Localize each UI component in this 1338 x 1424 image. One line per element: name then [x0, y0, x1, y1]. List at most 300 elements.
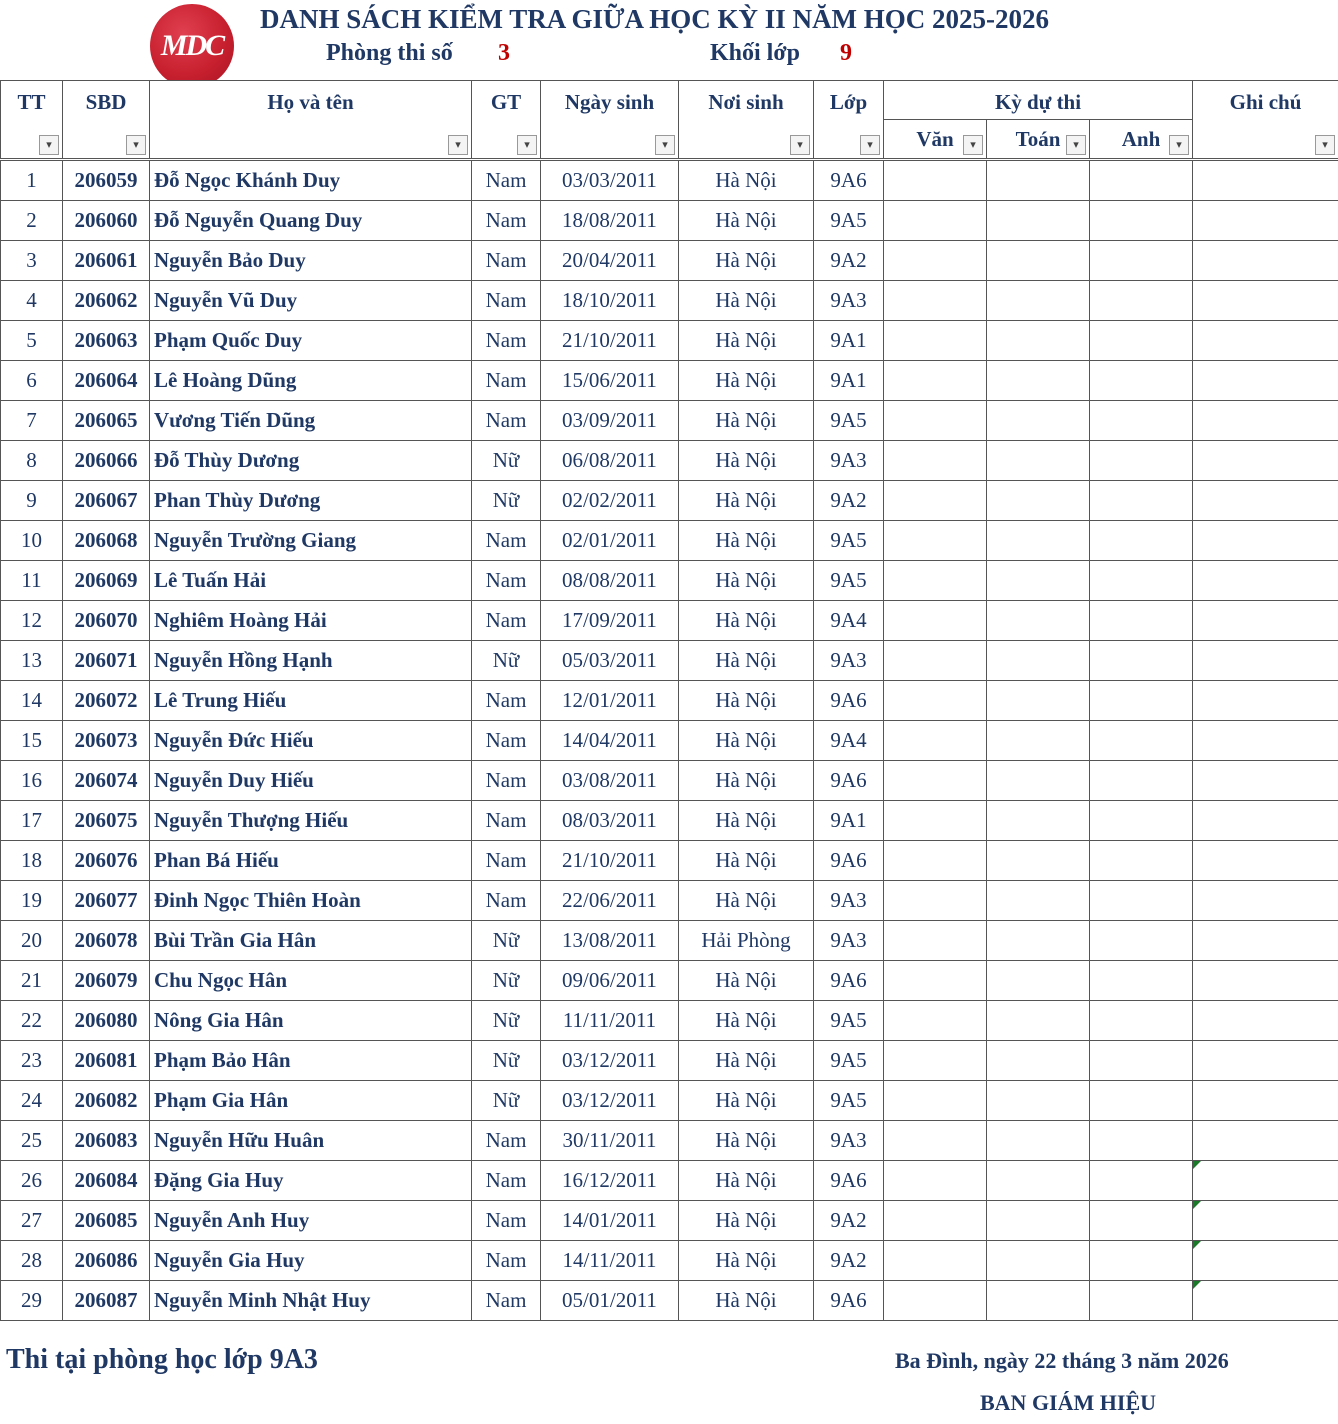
cell-pob[interactable]: Hà Nội [679, 641, 814, 681]
cell-gt[interactable]: Nam [472, 401, 541, 441]
filter-dropdown-icon[interactable]: ▾ [39, 135, 59, 155]
filter-dropdown-icon[interactable]: ▾ [860, 135, 880, 155]
cell-name[interactable]: Chu Ngọc Hân [150, 961, 472, 1001]
cell-tt[interactable]: 22 [1, 1001, 63, 1041]
cell-note[interactable] [1193, 601, 1338, 641]
cell-gt[interactable]: Nữ [472, 441, 541, 481]
cell-sbd[interactable]: 206081 [63, 1041, 150, 1081]
cell-anh[interactable] [1090, 961, 1193, 1001]
cell-toan[interactable] [987, 801, 1090, 841]
cell-sbd[interactable]: 206061 [63, 241, 150, 281]
cell-gt[interactable]: Nữ [472, 1081, 541, 1121]
cell-class[interactable]: 9A5 [814, 401, 884, 441]
cell-note[interactable] [1193, 681, 1338, 721]
cell-toan[interactable] [987, 361, 1090, 401]
cell-anh[interactable] [1090, 601, 1193, 641]
cell-anh[interactable] [1090, 1081, 1193, 1121]
cell-dob[interactable]: 17/09/2011 [541, 601, 679, 641]
cell-toan[interactable] [987, 721, 1090, 761]
cell-class[interactable]: 9A5 [814, 1081, 884, 1121]
cell-pob[interactable]: Hà Nội [679, 241, 814, 281]
cell-pob[interactable]: Hà Nội [679, 601, 814, 641]
cell-gt[interactable]: Nữ [472, 1001, 541, 1041]
cell-note[interactable] [1193, 881, 1338, 921]
cell-anh[interactable] [1090, 561, 1193, 601]
cell-toan[interactable] [987, 761, 1090, 801]
cell-gt[interactable]: Nam [472, 601, 541, 641]
cell-sbd[interactable]: 206065 [63, 401, 150, 441]
cell-anh[interactable] [1090, 641, 1193, 681]
cell-gt[interactable]: Nam [472, 1121, 541, 1161]
cell-note[interactable] [1193, 481, 1338, 521]
cell-toan[interactable] [987, 1201, 1090, 1241]
cell-sbd[interactable]: 206080 [63, 1001, 150, 1041]
cell-toan[interactable] [987, 641, 1090, 681]
cell-name[interactable]: Nguyễn Vũ Duy [150, 281, 472, 321]
cell-pob[interactable]: Hà Nội [679, 721, 814, 761]
cell-sbd[interactable]: 206078 [63, 921, 150, 961]
cell-sbd[interactable]: 206076 [63, 841, 150, 881]
cell-pob[interactable]: Hà Nội [679, 561, 814, 601]
cell-toan[interactable] [987, 1041, 1090, 1081]
cell-sbd[interactable]: 206066 [63, 441, 150, 481]
cell-name[interactable]: Đỗ Nguyễn Quang Duy [150, 201, 472, 241]
cell-class[interactable]: 9A5 [814, 561, 884, 601]
cell-sbd[interactable]: 206067 [63, 481, 150, 521]
cell-van[interactable] [884, 921, 987, 961]
cell-name[interactable]: Nguyễn Trường Giang [150, 521, 472, 561]
cell-note[interactable] [1193, 761, 1338, 801]
cell-note[interactable] [1193, 1241, 1338, 1281]
cell-anh[interactable] [1090, 881, 1193, 921]
cell-name[interactable]: Bùi Trần Gia Hân [150, 921, 472, 961]
filter-dropdown-icon[interactable]: ▾ [790, 135, 810, 155]
cell-name[interactable]: Lê Trung Hiếu [150, 681, 472, 721]
cell-toan[interactable] [987, 841, 1090, 881]
cell-toan[interactable] [987, 1241, 1090, 1281]
cell-note[interactable] [1193, 1281, 1338, 1321]
cell-pob[interactable]: Hà Nội [679, 401, 814, 441]
cell-tt[interactable]: 8 [1, 441, 63, 481]
cell-sbd[interactable]: 206087 [63, 1281, 150, 1321]
cell-name[interactable]: Đinh Ngọc Thiên Hoàn [150, 881, 472, 921]
cell-sbd[interactable]: 206079 [63, 961, 150, 1001]
cell-pob[interactable]: Hà Nội [679, 201, 814, 241]
cell-tt[interactable]: 15 [1, 721, 63, 761]
cell-tt[interactable]: 25 [1, 1121, 63, 1161]
cell-anh[interactable] [1090, 160, 1193, 201]
cell-toan[interactable] [987, 921, 1090, 961]
cell-name[interactable]: Đỗ Ngọc Khánh Duy [150, 160, 472, 201]
cell-sbd[interactable]: 206062 [63, 281, 150, 321]
cell-van[interactable] [884, 1121, 987, 1161]
cell-tt[interactable]: 29 [1, 1281, 63, 1321]
cell-dob[interactable]: 09/06/2011 [541, 961, 679, 1001]
cell-sbd[interactable]: 206083 [63, 1121, 150, 1161]
cell-tt[interactable]: 19 [1, 881, 63, 921]
cell-dob[interactable]: 14/11/2011 [541, 1241, 679, 1281]
cell-pob[interactable]: Hà Nội [679, 441, 814, 481]
cell-anh[interactable] [1090, 801, 1193, 841]
cell-gt[interactable]: Nam [472, 881, 541, 921]
cell-van[interactable] [884, 801, 987, 841]
cell-name[interactable]: Nguyễn Gia Huy [150, 1241, 472, 1281]
cell-gt[interactable]: Nữ [472, 1041, 541, 1081]
cell-tt[interactable]: 18 [1, 841, 63, 881]
cell-sbd[interactable]: 206064 [63, 361, 150, 401]
cell-note[interactable] [1193, 641, 1338, 681]
cell-gt[interactable]: Nam [472, 801, 541, 841]
cell-class[interactable]: 9A2 [814, 1201, 884, 1241]
cell-note[interactable] [1193, 1041, 1338, 1081]
cell-van[interactable] [884, 761, 987, 801]
cell-anh[interactable] [1090, 1121, 1193, 1161]
cell-van[interactable] [884, 961, 987, 1001]
cell-sbd[interactable]: 206059 [63, 160, 150, 201]
cell-tt[interactable]: 21 [1, 961, 63, 1001]
cell-van[interactable] [884, 201, 987, 241]
cell-van[interactable] [884, 841, 987, 881]
cell-class[interactable]: 9A1 [814, 801, 884, 841]
cell-note[interactable] [1193, 1001, 1338, 1041]
cell-anh[interactable] [1090, 921, 1193, 961]
cell-dob[interactable]: 11/11/2011 [541, 1001, 679, 1041]
cell-van[interactable] [884, 521, 987, 561]
cell-gt[interactable]: Nữ [472, 921, 541, 961]
cell-class[interactable]: 9A2 [814, 1241, 884, 1281]
cell-name[interactable]: Phạm Gia Hân [150, 1081, 472, 1121]
cell-name[interactable]: Đặng Gia Huy [150, 1161, 472, 1201]
cell-class[interactable]: 9A5 [814, 521, 884, 561]
cell-class[interactable]: 9A4 [814, 721, 884, 761]
filter-dropdown-icon[interactable]: ▾ [655, 135, 675, 155]
cell-anh[interactable] [1090, 481, 1193, 521]
cell-van[interactable] [884, 881, 987, 921]
cell-note[interactable] [1193, 241, 1338, 281]
cell-class[interactable]: 9A4 [814, 601, 884, 641]
filter-dropdown-icon[interactable]: ▾ [1315, 135, 1335, 155]
cell-pob[interactable]: Hà Nội [679, 1161, 814, 1201]
cell-toan[interactable] [987, 281, 1090, 321]
cell-class[interactable]: 9A5 [814, 201, 884, 241]
cell-sbd[interactable]: 206063 [63, 321, 150, 361]
cell-anh[interactable] [1090, 321, 1193, 361]
cell-gt[interactable]: Nữ [472, 961, 541, 1001]
cell-van[interactable] [884, 561, 987, 601]
cell-name[interactable]: Nguyễn Duy Hiếu [150, 761, 472, 801]
cell-tt[interactable]: 4 [1, 281, 63, 321]
cell-sbd[interactable]: 206086 [63, 1241, 150, 1281]
cell-pob[interactable]: Hà Nội [679, 1001, 814, 1041]
cell-toan[interactable] [987, 201, 1090, 241]
cell-dob[interactable]: 03/09/2011 [541, 401, 679, 441]
cell-sbd[interactable]: 206077 [63, 881, 150, 921]
cell-note[interactable] [1193, 561, 1338, 601]
cell-class[interactable]: 9A3 [814, 641, 884, 681]
cell-anh[interactable] [1090, 521, 1193, 561]
cell-toan[interactable] [987, 401, 1090, 441]
cell-pob[interactable]: Hải Phòng [679, 921, 814, 961]
cell-toan[interactable] [987, 441, 1090, 481]
cell-anh[interactable] [1090, 401, 1193, 441]
cell-dob[interactable]: 14/04/2011 [541, 721, 679, 761]
cell-van[interactable] [884, 481, 987, 521]
cell-name[interactable]: Vương Tiến Dũng [150, 401, 472, 441]
cell-anh[interactable] [1090, 1041, 1193, 1081]
cell-pob[interactable]: Hà Nội [679, 1201, 814, 1241]
cell-gt[interactable]: Nam [472, 561, 541, 601]
cell-dob[interactable]: 14/01/2011 [541, 1201, 679, 1241]
cell-note[interactable] [1193, 1201, 1338, 1241]
cell-sbd[interactable]: 206075 [63, 801, 150, 841]
cell-dob[interactable]: 21/10/2011 [541, 321, 679, 361]
cell-tt[interactable]: 14 [1, 681, 63, 721]
cell-toan[interactable] [987, 1121, 1090, 1161]
cell-pob[interactable]: Hà Nội [679, 481, 814, 521]
cell-note[interactable] [1193, 521, 1338, 561]
cell-pob[interactable]: Hà Nội [679, 281, 814, 321]
cell-gt[interactable]: Nam [472, 241, 541, 281]
cell-sbd[interactable]: 206070 [63, 601, 150, 641]
cell-sbd[interactable]: 206074 [63, 761, 150, 801]
cell-pob[interactable]: Hà Nội [679, 761, 814, 801]
cell-anh[interactable] [1090, 1161, 1193, 1201]
filter-dropdown-icon[interactable]: ▾ [1066, 135, 1086, 155]
cell-toan[interactable] [987, 481, 1090, 521]
cell-tt[interactable]: 10 [1, 521, 63, 561]
cell-dob[interactable]: 08/03/2011 [541, 801, 679, 841]
cell-toan[interactable] [987, 1281, 1090, 1321]
cell-name[interactable]: Phạm Bảo Hân [150, 1041, 472, 1081]
cell-sbd[interactable]: 206085 [63, 1201, 150, 1241]
cell-tt[interactable]: 24 [1, 1081, 63, 1121]
cell-van[interactable] [884, 1201, 987, 1241]
cell-class[interactable]: 9A2 [814, 241, 884, 281]
cell-gt[interactable]: Nam [472, 841, 541, 881]
cell-dob[interactable]: 13/08/2011 [541, 921, 679, 961]
cell-toan[interactable] [987, 1161, 1090, 1201]
cell-anh[interactable] [1090, 1201, 1193, 1241]
cell-van[interactable] [884, 1041, 987, 1081]
cell-sbd[interactable]: 206060 [63, 201, 150, 241]
cell-class[interactable]: 9A1 [814, 321, 884, 361]
cell-anh[interactable] [1090, 201, 1193, 241]
cell-dob[interactable]: 15/06/2011 [541, 361, 679, 401]
cell-van[interactable] [884, 1281, 987, 1321]
cell-note[interactable] [1193, 281, 1338, 321]
cell-sbd[interactable]: 206071 [63, 641, 150, 681]
cell-pob[interactable]: Hà Nội [679, 160, 814, 201]
cell-dob[interactable]: 03/08/2011 [541, 761, 679, 801]
cell-note[interactable] [1193, 961, 1338, 1001]
cell-sbd[interactable]: 206082 [63, 1081, 150, 1121]
cell-note[interactable] [1193, 361, 1338, 401]
cell-tt[interactable]: 27 [1, 1201, 63, 1241]
cell-toan[interactable] [987, 321, 1090, 361]
cell-dob[interactable]: 18/08/2011 [541, 201, 679, 241]
cell-tt[interactable]: 12 [1, 601, 63, 641]
cell-van[interactable] [884, 361, 987, 401]
cell-toan[interactable] [987, 961, 1090, 1001]
cell-gt[interactable]: Nam [472, 361, 541, 401]
cell-name[interactable]: Nông Gia Hân [150, 1001, 472, 1041]
cell-dob[interactable]: 05/03/2011 [541, 641, 679, 681]
cell-class[interactable]: 9A1 [814, 361, 884, 401]
cell-note[interactable] [1193, 160, 1338, 201]
cell-sbd[interactable]: 206072 [63, 681, 150, 721]
cell-tt[interactable]: 16 [1, 761, 63, 801]
filter-dropdown-icon[interactable]: ▾ [448, 135, 468, 155]
cell-anh[interactable] [1090, 1001, 1193, 1041]
cell-van[interactable] [884, 1081, 987, 1121]
cell-class[interactable]: 9A3 [814, 921, 884, 961]
cell-anh[interactable] [1090, 281, 1193, 321]
cell-van[interactable] [884, 281, 987, 321]
cell-tt[interactable]: 7 [1, 401, 63, 441]
cell-dob[interactable]: 03/12/2011 [541, 1081, 679, 1121]
cell-name[interactable]: Nguyễn Đức Hiếu [150, 721, 472, 761]
cell-toan[interactable] [987, 601, 1090, 641]
cell-note[interactable] [1193, 1161, 1338, 1201]
cell-van[interactable] [884, 1241, 987, 1281]
cell-class[interactable]: 9A5 [814, 1041, 884, 1081]
filter-dropdown-icon[interactable]: ▾ [126, 135, 146, 155]
cell-pob[interactable]: Hà Nội [679, 521, 814, 561]
cell-dob[interactable]: 05/01/2011 [541, 1281, 679, 1321]
cell-anh[interactable] [1090, 1281, 1193, 1321]
cell-gt[interactable]: Nam [472, 521, 541, 561]
cell-class[interactable]: 9A6 [814, 841, 884, 881]
cell-tt[interactable]: 6 [1, 361, 63, 401]
cell-note[interactable] [1193, 801, 1338, 841]
cell-van[interactable] [884, 641, 987, 681]
cell-pob[interactable]: Hà Nội [679, 961, 814, 1001]
cell-pob[interactable]: Hà Nội [679, 1241, 814, 1281]
cell-van[interactable] [884, 1161, 987, 1201]
cell-class[interactable]: 9A2 [814, 481, 884, 521]
cell-tt[interactable]: 1 [1, 160, 63, 201]
cell-toan[interactable] [987, 1081, 1090, 1121]
cell-pob[interactable]: Hà Nội [679, 681, 814, 721]
cell-gt[interactable]: Nam [472, 321, 541, 361]
cell-pob[interactable]: Hà Nội [679, 1041, 814, 1081]
cell-note[interactable] [1193, 1121, 1338, 1161]
cell-name[interactable]: Lê Tuấn Hải [150, 561, 472, 601]
cell-dob[interactable]: 02/01/2011 [541, 521, 679, 561]
cell-gt[interactable]: Nam [472, 160, 541, 201]
cell-sbd[interactable]: 206084 [63, 1161, 150, 1201]
cell-toan[interactable] [987, 881, 1090, 921]
cell-pob[interactable]: Hà Nội [679, 801, 814, 841]
cell-dob[interactable]: 06/08/2011 [541, 441, 679, 481]
cell-anh[interactable] [1090, 441, 1193, 481]
cell-class[interactable]: 9A6 [814, 961, 884, 1001]
cell-class[interactable]: 9A6 [814, 1281, 884, 1321]
cell-toan[interactable] [987, 521, 1090, 561]
cell-tt[interactable]: 5 [1, 321, 63, 361]
cell-name[interactable]: Phạm Quốc Duy [150, 321, 472, 361]
cell-name[interactable]: Nguyễn Bảo Duy [150, 241, 472, 281]
cell-van[interactable] [884, 721, 987, 761]
cell-dob[interactable]: 21/10/2011 [541, 841, 679, 881]
cell-name[interactable]: Phan Thùy Dương [150, 481, 472, 521]
cell-pob[interactable]: Hà Nội [679, 881, 814, 921]
cell-van[interactable] [884, 1001, 987, 1041]
cell-dob[interactable]: 16/12/2011 [541, 1161, 679, 1201]
cell-tt[interactable]: 28 [1, 1241, 63, 1281]
cell-note[interactable] [1193, 841, 1338, 881]
cell-toan[interactable] [987, 160, 1090, 201]
cell-gt[interactable]: Nữ [472, 481, 541, 521]
cell-gt[interactable]: Nữ [472, 641, 541, 681]
cell-pob[interactable]: Hà Nội [679, 361, 814, 401]
cell-name[interactable]: Nguyễn Hồng Hạnh [150, 641, 472, 681]
cell-class[interactable]: 9A6 [814, 160, 884, 201]
cell-dob[interactable]: 03/03/2011 [541, 160, 679, 201]
cell-note[interactable] [1193, 441, 1338, 481]
filter-dropdown-icon[interactable]: ▾ [963, 135, 983, 155]
filter-dropdown-icon[interactable]: ▾ [517, 135, 537, 155]
cell-gt[interactable]: Nam [472, 201, 541, 241]
cell-pob[interactable]: Hà Nội [679, 1121, 814, 1161]
cell-van[interactable] [884, 321, 987, 361]
cell-van[interactable] [884, 681, 987, 721]
cell-tt[interactable]: 3 [1, 241, 63, 281]
cell-note[interactable] [1193, 921, 1338, 961]
cell-dob[interactable]: 30/11/2011 [541, 1121, 679, 1161]
filter-dropdown-icon[interactable]: ▾ [1169, 135, 1189, 155]
cell-van[interactable] [884, 601, 987, 641]
cell-tt[interactable]: 9 [1, 481, 63, 521]
cell-van[interactable] [884, 241, 987, 281]
cell-class[interactable]: 9A3 [814, 441, 884, 481]
cell-dob[interactable]: 20/04/2011 [541, 241, 679, 281]
cell-anh[interactable] [1090, 761, 1193, 801]
cell-class[interactable]: 9A6 [814, 681, 884, 721]
cell-van[interactable] [884, 441, 987, 481]
cell-anh[interactable] [1090, 241, 1193, 281]
cell-dob[interactable]: 02/02/2011 [541, 481, 679, 521]
cell-sbd[interactable]: 206073 [63, 721, 150, 761]
cell-tt[interactable]: 20 [1, 921, 63, 961]
cell-gt[interactable]: Nam [472, 1281, 541, 1321]
cell-tt[interactable]: 26 [1, 1161, 63, 1201]
cell-class[interactable]: 9A5 [814, 1001, 884, 1041]
cell-anh[interactable] [1090, 1241, 1193, 1281]
cell-toan[interactable] [987, 241, 1090, 281]
cell-pob[interactable]: Hà Nội [679, 321, 814, 361]
cell-dob[interactable]: 12/01/2011 [541, 681, 679, 721]
cell-dob[interactable]: 22/06/2011 [541, 881, 679, 921]
cell-gt[interactable]: Nam [472, 1161, 541, 1201]
cell-gt[interactable]: Nam [472, 1241, 541, 1281]
cell-anh[interactable] [1090, 721, 1193, 761]
cell-name[interactable]: Nguyễn Thượng Hiếu [150, 801, 472, 841]
cell-name[interactable]: Lê Hoàng Dũng [150, 361, 472, 401]
cell-name[interactable]: Phan Bá Hiếu [150, 841, 472, 881]
cell-tt[interactable]: 17 [1, 801, 63, 841]
cell-name[interactable]: Đỗ Thùy Dương [150, 441, 472, 481]
cell-tt[interactable]: 13 [1, 641, 63, 681]
cell-note[interactable] [1193, 201, 1338, 241]
cell-anh[interactable] [1090, 361, 1193, 401]
cell-pob[interactable]: Hà Nội [679, 841, 814, 881]
cell-sbd[interactable]: 206068 [63, 521, 150, 561]
cell-name[interactable]: Nghiêm Hoàng Hải [150, 601, 472, 641]
cell-gt[interactable]: Nam [472, 721, 541, 761]
cell-class[interactable]: 9A3 [814, 881, 884, 921]
cell-class[interactable]: 9A3 [814, 1121, 884, 1161]
